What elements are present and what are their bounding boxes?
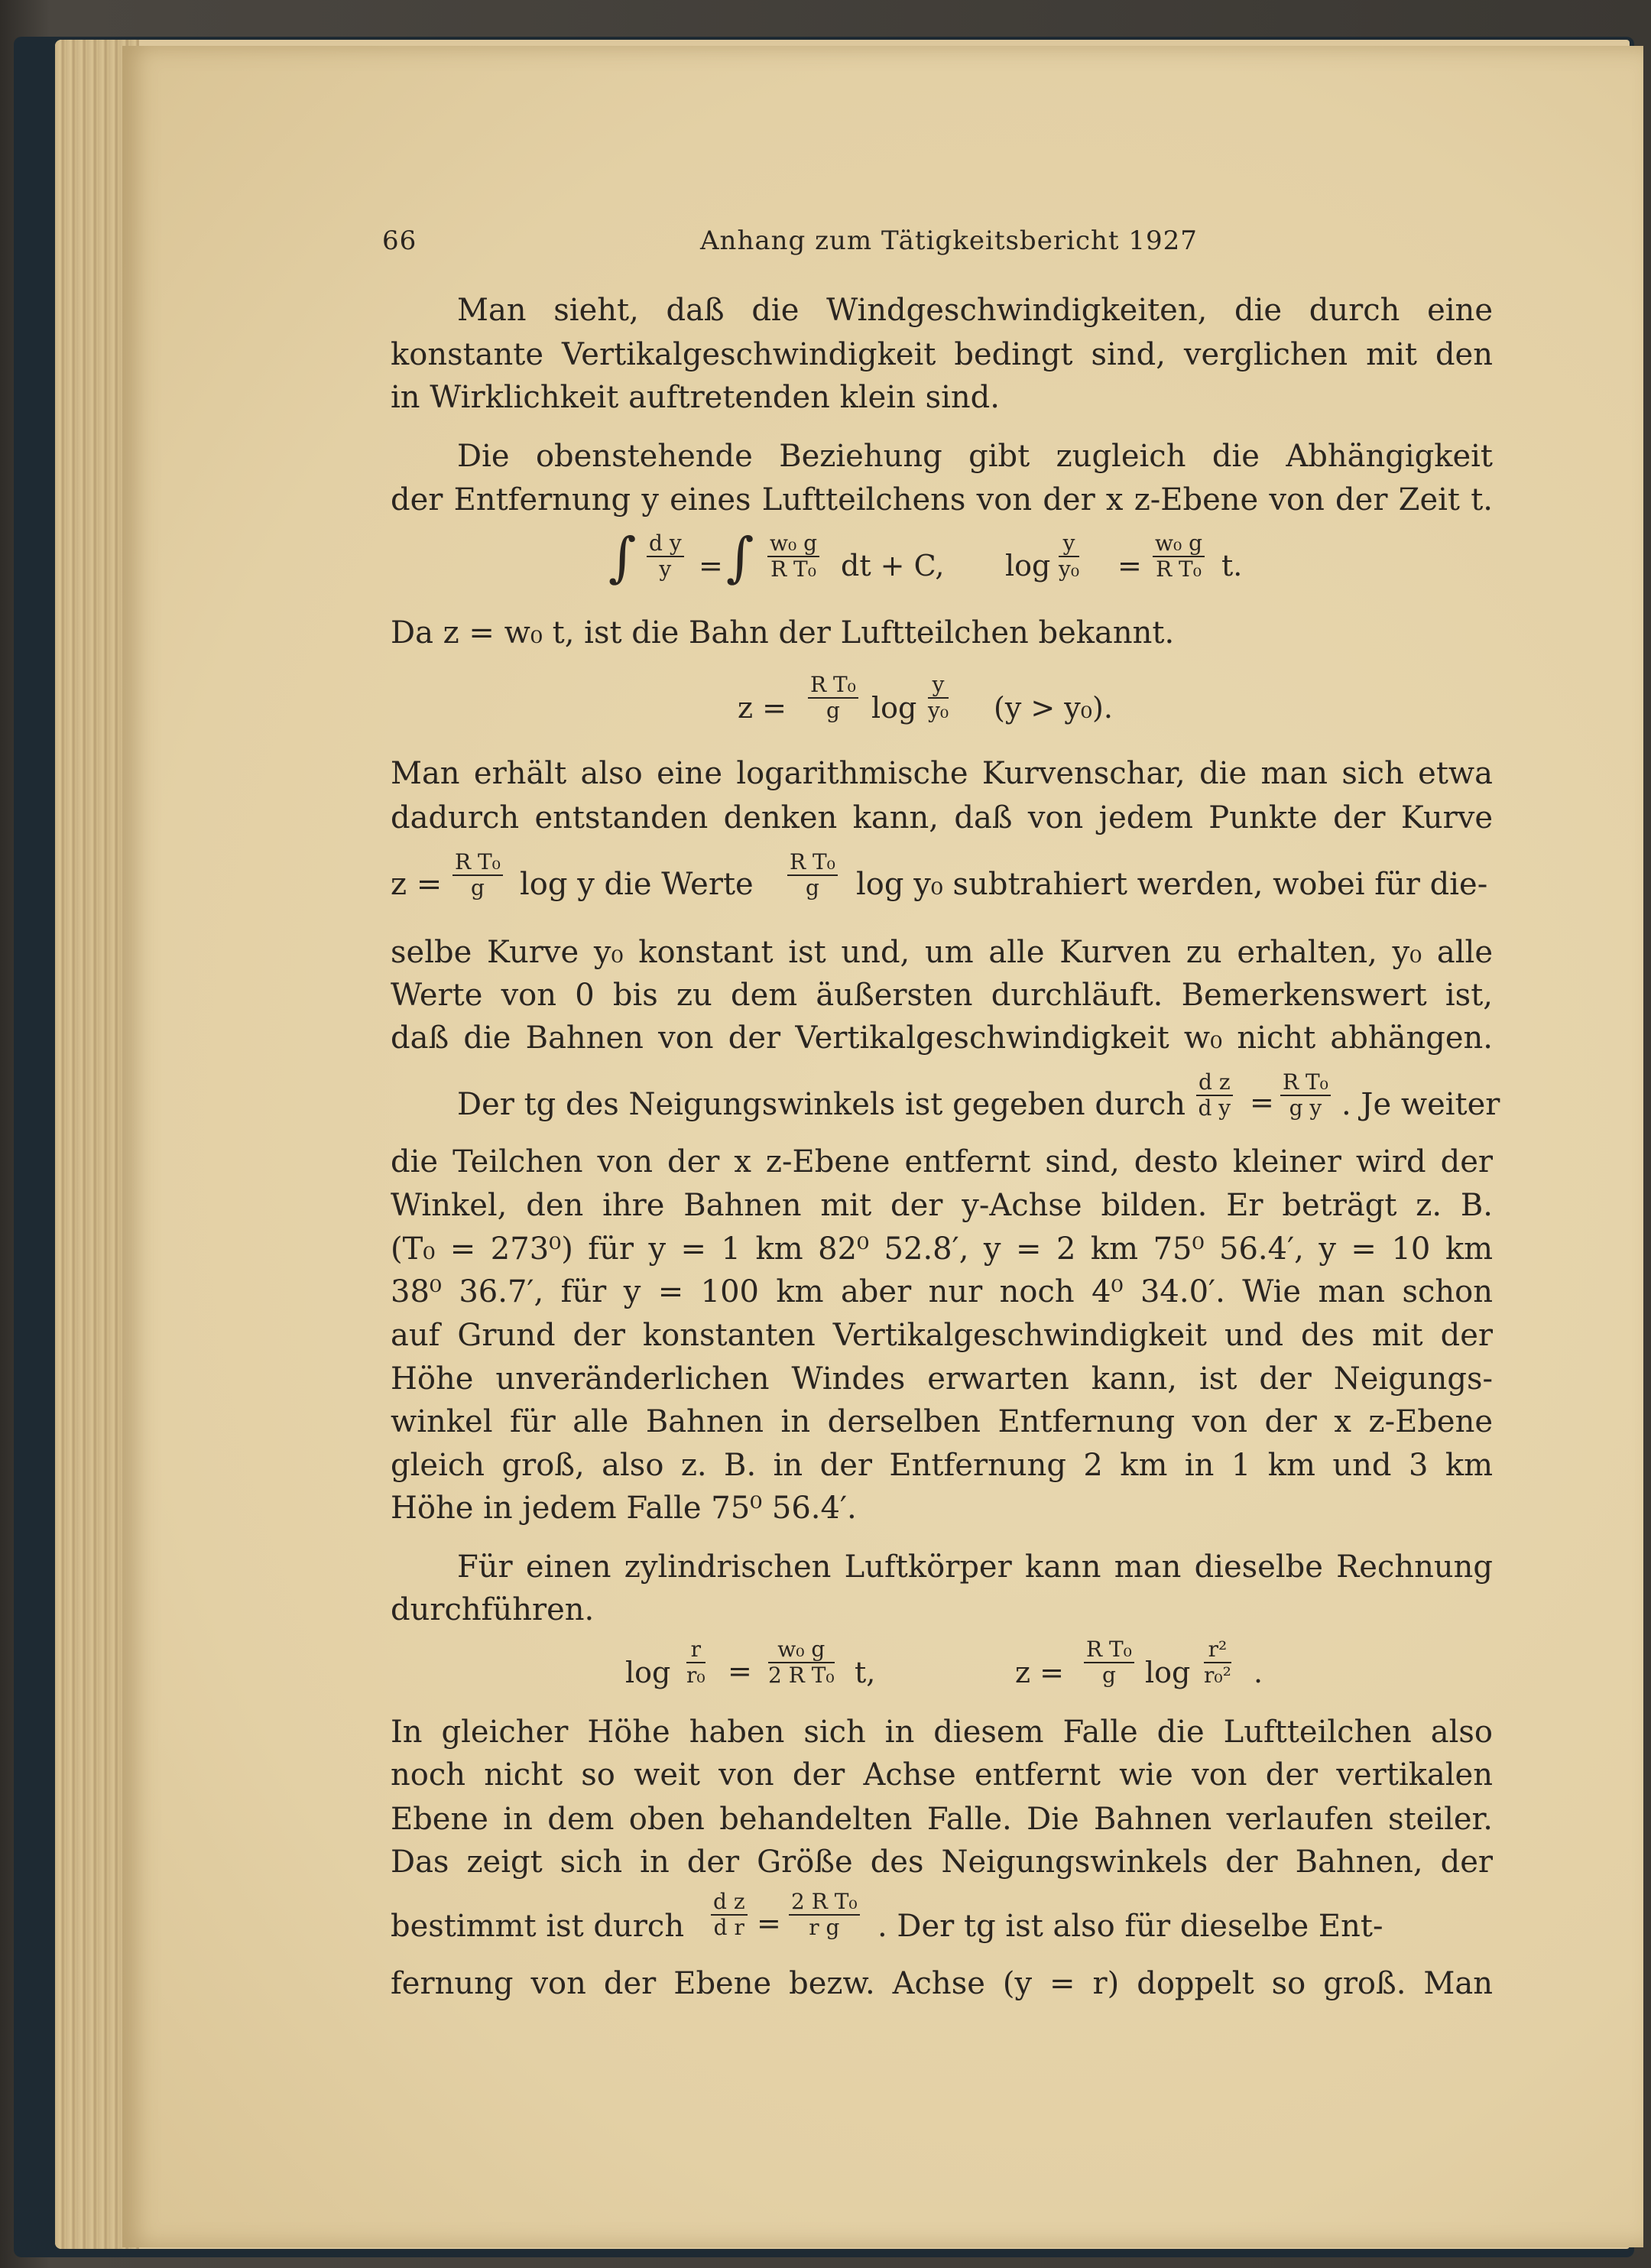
text-line: winkel für alle Bahnen in derselben Entfernung von der x z-Ebene [391, 1404, 1493, 1439]
text-line: Werte von 0 bis zu dem äußersten durchläuft. Bemerkenswert ist, [391, 978, 1493, 1013]
text-line: dadurch entstanden denken kann, daß von jedem Punkte der Kurve [391, 800, 1493, 835]
text-line: (T₀ = 273⁰) für y = 1 km 82⁰ 52.8′, y = 2 km 75⁰ 56.4′, y = 10 km [391, 1231, 1493, 1267]
text-line: der Entfernung y eines Luftteilchens von der x z-Ebene von der Zeit t. [391, 482, 1493, 518]
text-line: die Teilchen von der x z-Ebene entfernt sind, desto kleiner wird der [391, 1144, 1493, 1179]
text-line: noch nicht so weit von der Achse entfernt wie von der vertikalen [391, 1757, 1493, 1793]
text-line: Ebene in dem oben behandelten Falle. Die Bahnen verlaufen steiler. [391, 1802, 1493, 1837]
page-number: 66 [382, 226, 417, 256]
text-line: in Wirklichkeit auftretenden klein sind. [391, 380, 1000, 415]
text-line: selbe Kurve y₀ konstant ist und, um alle Kurven zu erhalten, y₀ alle [391, 935, 1493, 970]
text-line: In gleicher Höhe haben sich in diesem Falle die Luftteilchen also [391, 1715, 1493, 1750]
text-line: Man erhält also eine logarithmische Kurvenschar, die man sich etwa [391, 756, 1493, 791]
text-line: Winkel, den ihre Bahnen mit der y-Achse bilden. Er beträgt z. B. [391, 1188, 1493, 1223]
text-line: konstante Vertikalgeschwindigkeit bedingt sind, verglichen mit den [391, 337, 1493, 372]
running-title: Anhang zum Tätigkeitsbericht 1927 [700, 226, 1198, 256]
text-line: Für einen zylindrischen Luftkörper kann man dieselbe Rechnung [457, 1549, 1493, 1585]
text-line: gleich groß, also z. B. in der Entfernung 2 km in 1 km und 3 km [391, 1448, 1493, 1483]
text-line: Man sieht, daß die Windgeschwindigkeiten, die durch eine [457, 293, 1493, 328]
text-line: fernung von der Ebene bezw. Achse (y = r) doppelt so groß. Man [391, 1966, 1493, 2001]
text-line: Höhe in jedem Falle 75⁰ 56.4′. [391, 1491, 857, 1526]
text-line: auf Grund der konstanten Vertikalgeschwindigkeit und des mit der [391, 1318, 1493, 1353]
text-line: Das zeigt sich in der Größe des Neigungswinkels der Bahnen, der [391, 1845, 1493, 1880]
text-line: 38⁰ 36.7′, für y = 100 km aber nur noch 4⁰ 34.0′. Wie man schon [391, 1274, 1493, 1309]
text-line: daß die Bahnen von der Vertikalgeschwindigkeit w₀ nicht abhängen. [391, 1020, 1493, 1056]
text-line: Da z = w₀ t, ist die Bahn der Luftteilchen bekannt. [391, 615, 1175, 651]
text-line: durchführen. [391, 1592, 595, 1627]
text-line: Höhe unveränderlichen Windes erwarten kann, ist der Neigungs- [391, 1361, 1493, 1397]
text-line: Die obenstehende Beziehung gibt zugleich die Abhängigkeit [457, 439, 1493, 474]
